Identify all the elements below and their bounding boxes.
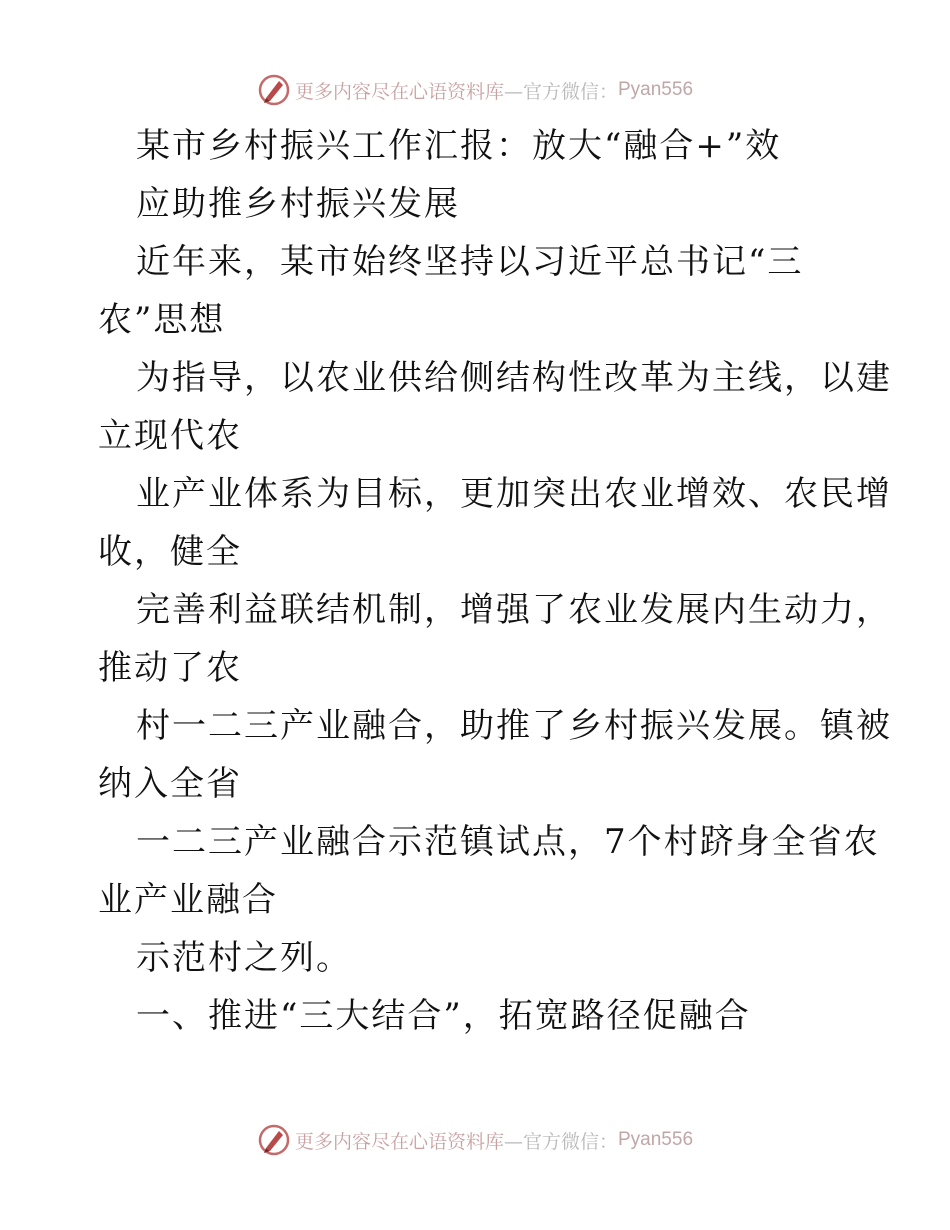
paragraph-line: 推动了农 (98, 648, 242, 688)
paragraph-line: 立现代农 (98, 416, 242, 456)
title-line-1: 某市乡村振兴工作汇报：放大“融合+”效 (136, 126, 782, 166)
paragraph-line: 村一二三产业融合，助推了乡村振兴发展。镇被 (136, 706, 892, 746)
pen-nib-circle-icon (257, 1123, 291, 1157)
paragraph-line: 农”思想 (98, 300, 226, 340)
paragraph-line: 完善利益联结机制，增强了农业发展内生动力， (136, 590, 892, 630)
paragraph-line: 业产业体系为目标，更加突出农业增效、农民增 (136, 474, 892, 514)
footer-watermark (0, 1120, 950, 1160)
pen-nib-circle-icon (257, 73, 291, 107)
title-line-2: 应助推乡村振兴发展 (136, 184, 460, 224)
paragraph-line: 业产业融合 (98, 880, 278, 920)
paragraph-line: 收，健全 (98, 532, 242, 572)
paragraph-line: 纳入全省 (98, 764, 242, 804)
paragraph-line: 一二三产业融合示范镇试点，7个村跻身全省农 (136, 822, 880, 862)
paragraph-line: 为指导，以农业供给侧结构性改革为主线，以建 (136, 358, 892, 398)
watermark-text: 更多内容尽在心语资料库 (294, 1130, 504, 1153)
watermark-wechat-id: Pyan556 (618, 1129, 694, 1150)
watermark-text: 更多内容尽在心语资料库 (294, 80, 504, 103)
paragraph-line: 示范村之列。 (136, 938, 352, 978)
watermark-separator: —官方微信： (503, 80, 618, 103)
paragraph-line: 近年来，某市始终坚持以习近平总书记“三 (136, 242, 804, 282)
section-heading: 一、推进“三大结合”，拓宽路径促融合 (136, 996, 751, 1036)
header-watermark (0, 70, 950, 110)
watermark-separator: —官方微信： (503, 1130, 618, 1153)
watermark-wechat-id: Pyan556 (618, 79, 694, 100)
